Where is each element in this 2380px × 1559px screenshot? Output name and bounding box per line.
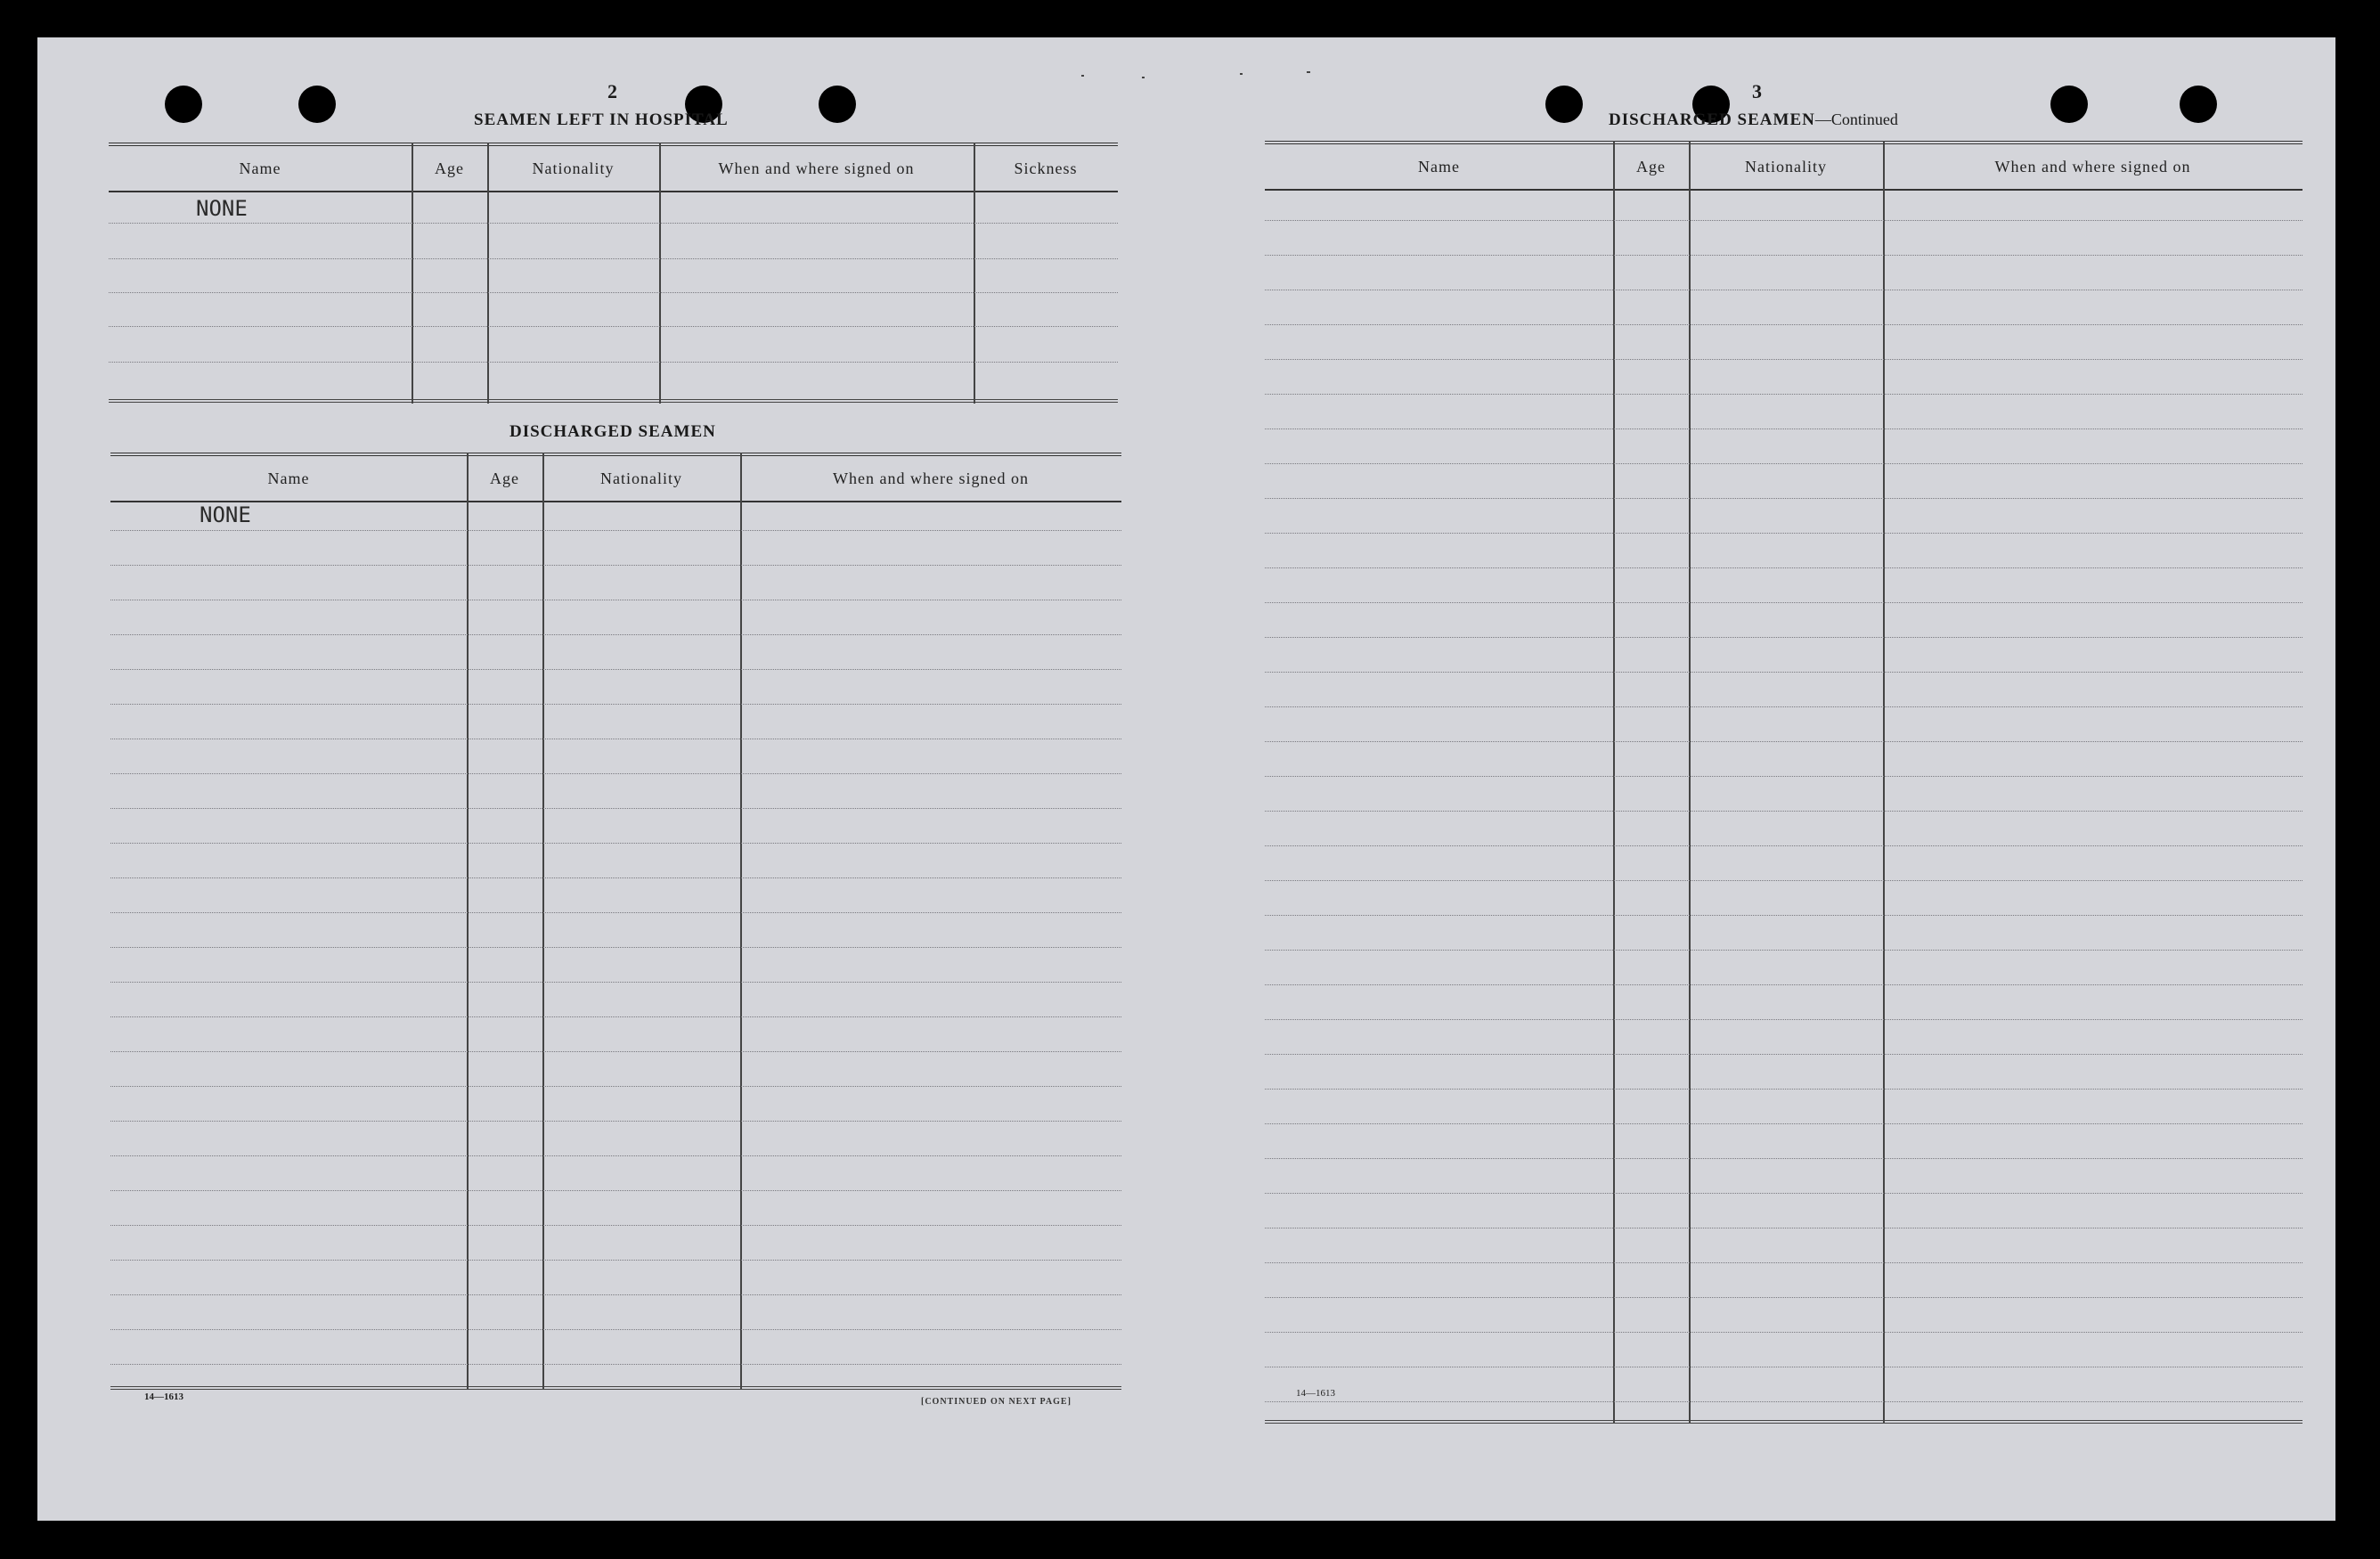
- table-row: [110, 843, 1121, 844]
- table-row: [1265, 359, 2303, 360]
- table-row: [110, 1155, 1121, 1156]
- table-row: [1265, 498, 2303, 499]
- table-row: [1265, 1158, 2303, 1159]
- table-row: [110, 773, 1121, 774]
- form-number-right: 14—1613: [1296, 1388, 1335, 1399]
- table-row: [1265, 672, 2303, 673]
- table-row: [109, 362, 1118, 363]
- table-row: [1265, 706, 2303, 707]
- table-row: [1265, 1262, 2303, 1263]
- column-divider: [740, 453, 742, 1390]
- table-row: [1265, 845, 2303, 846]
- table-row: [109, 326, 1118, 327]
- table-row: [110, 1225, 1121, 1226]
- table-row: [1265, 1019, 2303, 1020]
- table-row: [110, 704, 1121, 705]
- table-row: [1265, 463, 2303, 464]
- punch-hole: [2180, 86, 2217, 123]
- discharged-continued-table: [1265, 141, 2303, 1424]
- table-row: [1265, 637, 2303, 638]
- table-row: [1265, 533, 2303, 534]
- discharged-table-header: [110, 453, 1121, 502]
- table-row: [1265, 1401, 2303, 1402]
- punch-hole: [165, 86, 202, 123]
- ledger-page-spread: [37, 37, 2335, 1521]
- punch-hole: [298, 86, 336, 123]
- continued-note: [CONTINUED ON NEXT PAGE]: [921, 1397, 1072, 1407]
- table-row: [1265, 1089, 2303, 1090]
- table-row: [1265, 1297, 2303, 1298]
- column-header-age: Age: [1636, 157, 1666, 175]
- column-header-sickness: Sickness: [1014, 159, 1078, 177]
- speck: [1307, 71, 1310, 73]
- table-row: [110, 1190, 1121, 1191]
- table-row: [1265, 1332, 2303, 1333]
- table-row: [1265, 915, 2303, 916]
- column-header-nationality: Nationality: [1745, 157, 1827, 175]
- table-row: [110, 1086, 1121, 1087]
- table-row: [110, 565, 1121, 566]
- table-row: [109, 258, 1118, 259]
- column-header-age: Age: [490, 469, 519, 487]
- table-row: [110, 808, 1121, 809]
- column-divider: [412, 143, 413, 404]
- table-row: [110, 877, 1121, 878]
- table-row: [110, 530, 1121, 531]
- punch-hole: [2050, 86, 2088, 123]
- table-row: [110, 1294, 1121, 1295]
- hospital-table-header: [109, 143, 1118, 192]
- form-number-left: 14—1613: [144, 1392, 183, 1402]
- table-row: [1265, 950, 2303, 951]
- table-row: [1265, 324, 2303, 325]
- table-row: [110, 1121, 1121, 1122]
- table-row: [110, 947, 1121, 948]
- column-header-signed-on: When and where signed on: [833, 469, 1029, 487]
- table-row: [109, 292, 1118, 293]
- punch-hole: [819, 86, 856, 123]
- table-row: [109, 223, 1118, 224]
- column-header-signed-on: When and where signed on: [718, 159, 915, 177]
- discharged-continued-header: [1265, 141, 2303, 191]
- table-row: [110, 1364, 1121, 1365]
- column-divider: [467, 453, 469, 1390]
- hospital-table-title: SEAMEN LEFT IN HOSPITAL: [474, 110, 729, 129]
- table-row: [1265, 220, 2303, 221]
- table-bottom-rule: [1265, 1420, 2303, 1424]
- page-number-right: 3: [1752, 80, 1762, 102]
- discharged-entry: NONE: [200, 502, 251, 527]
- speck: [1240, 73, 1243, 75]
- continued-table-title: [1609, 110, 1898, 130]
- table-row: [110, 912, 1121, 913]
- continued-table-title-text: DISCHARGED SEAMEN: [1609, 110, 1815, 129]
- table-bottom-rule: [110, 1386, 1121, 1390]
- table-row: [110, 982, 1121, 983]
- continued-table-title-suffix: —Continued: [1814, 110, 1898, 128]
- column-header-age: Age: [435, 159, 464, 177]
- column-divider: [487, 143, 489, 404]
- table-row: [110, 669, 1121, 670]
- column-divider: [1613, 141, 1615, 1424]
- speck: [1142, 77, 1145, 78]
- table-row: [1265, 741, 2303, 742]
- column-header-nationality: Nationality: [600, 469, 682, 487]
- table-row: [1265, 394, 2303, 395]
- discharged-table-title: DISCHARGED SEAMEN: [509, 422, 716, 441]
- table-row: [1265, 1193, 2303, 1194]
- table-row: [110, 1260, 1121, 1261]
- column-divider: [659, 143, 661, 404]
- hospital-entry: NONE: [196, 196, 248, 221]
- speck: [1081, 75, 1084, 77]
- table-row: [110, 1051, 1121, 1052]
- table-row: [1265, 984, 2303, 985]
- column-header-signed-on: When and where signed on: [1994, 157, 2191, 175]
- table-row: [1265, 776, 2303, 777]
- punch-hole: [1545, 86, 1583, 123]
- hospital-table: [109, 143, 1118, 404]
- column-header-name: Name: [267, 469, 310, 487]
- table-row: [1265, 880, 2303, 881]
- table-row: [1265, 1123, 2303, 1124]
- table-row: [1265, 811, 2303, 812]
- table-row: [1265, 1054, 2303, 1055]
- column-header-nationality: Nationality: [532, 159, 615, 177]
- table-row: [1265, 602, 2303, 603]
- table-row: [1265, 255, 2303, 256]
- table-row: [110, 634, 1121, 635]
- table-row: [1265, 567, 2303, 568]
- column-divider: [542, 453, 544, 1390]
- column-header-name: Name: [239, 159, 281, 177]
- discharged-table: [110, 453, 1121, 1390]
- table-row: [110, 1329, 1121, 1330]
- column-divider: [1883, 141, 1885, 1424]
- column-header-name: Name: [1418, 157, 1460, 175]
- page-number-left: 2: [607, 80, 617, 102]
- column-divider: [1689, 141, 1691, 1424]
- table-bottom-rule: [109, 399, 1118, 403]
- table-row: [110, 1016, 1121, 1017]
- column-divider: [974, 143, 975, 404]
